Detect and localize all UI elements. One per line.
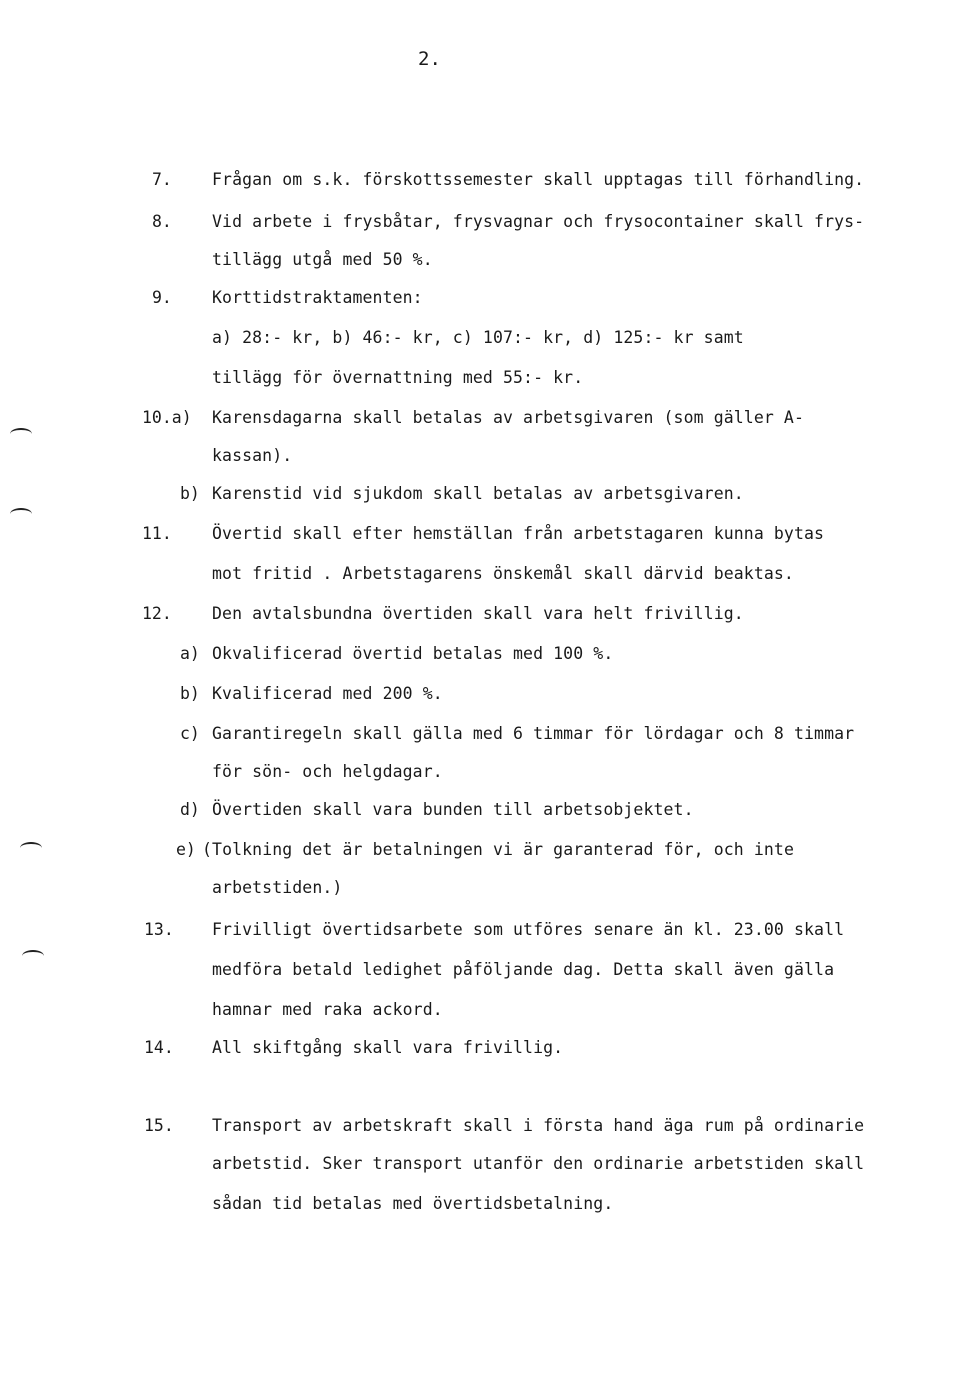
section-text-line: hamnar med raka ackord.: [212, 1000, 443, 1019]
section-text-line: Frivilligt övertidsarbete som utföres senare än kl. 23.00 skall: [212, 920, 845, 939]
section-number: a): [180, 644, 200, 663]
margin-mark: [22, 950, 44, 962]
section-number: b): [180, 684, 200, 703]
section-text-line: Transport av arbetskraft skall i första hand äga rum på ordinarie: [212, 1116, 865, 1135]
section-text-line: tillägg för övernattning med 55:- kr.: [212, 368, 584, 387]
margin-mark: [10, 508, 32, 520]
page-number: 2.: [418, 48, 441, 70]
section-number: 14.: [144, 1038, 174, 1057]
section-text-line: Karenstid vid sjukdom skall betalas av arbetsgivaren.: [212, 484, 744, 503]
section-number: 10.a): [142, 408, 192, 427]
section-number: e): [176, 840, 196, 859]
section-number: 8.: [152, 212, 172, 231]
section-number: d): [180, 800, 200, 819]
section-text-line: All skiftgång skall vara frivillig.: [212, 1038, 564, 1057]
section-text-line: Övertid skall efter hemställan från arbetstagaren kunna bytas: [212, 524, 825, 543]
section-text-line: Garantiregeln skall gälla med 6 timmar för lördagar och 8 timmar: [212, 724, 855, 743]
section-text-line: arbetstid. Sker transport utanför den ordinarie arbetstiden skall: [212, 1154, 865, 1173]
section-number: c): [180, 724, 200, 743]
section-number: 13.: [144, 920, 174, 939]
section-text-line: a) 28:- kr, b) 46:- kr, c) 107:- kr, d) 125:- kr samt: [212, 328, 744, 347]
section-text-line: kassan).: [212, 446, 293, 465]
section-text-line: Karensdagarna skall betalas av arbetsgivaren (som gäller A-: [212, 408, 804, 427]
section-number: 12.: [142, 604, 172, 623]
section-text-line: Den avtalsbundna övertiden skall vara helt frivillig.: [212, 604, 744, 623]
section-text-line: Frågan om s.k. förskottssemester skall upptagas till förhandling.: [212, 170, 865, 189]
section-text-line: Okvalificerad övertid betalas med 100 %.: [212, 644, 614, 663]
section-text-line: Kvalificerad med 200 %.: [212, 684, 443, 703]
section-text-line: Övertiden skall vara bunden till arbetsobjektet.: [212, 800, 694, 819]
section-text-line: (Tolkning det är betalningen vi är garanterad för, och inte: [202, 840, 794, 859]
section-number: 9.: [152, 288, 172, 307]
section-text-line: tillägg utgå med 50 %.: [212, 250, 433, 269]
section-text-line: sådan tid betalas med övertidsbetalning.: [212, 1194, 614, 1213]
section-number: 7.: [152, 170, 172, 189]
section-number: b): [180, 484, 200, 503]
section-number: 15.: [144, 1116, 174, 1135]
section-text-line: för sön- och helgdagar.: [212, 762, 443, 781]
section-number: 11.: [142, 524, 172, 543]
section-text-line: Vid arbete i frysbåtar, frysvagnar och frysocontainer skall frys-: [212, 212, 865, 231]
section-text-line: mot fritid . Arbetstagarens önskemål skall därvid beaktas.: [212, 564, 794, 583]
margin-mark: [10, 428, 32, 440]
section-text-line: Korttidstraktamenten:: [212, 288, 423, 307]
section-text-line: arbetstiden.): [212, 878, 343, 897]
margin-mark: [20, 842, 42, 854]
section-text-line: medföra betald ledighet påföljande dag. Detta skall även gälla: [212, 960, 835, 979]
